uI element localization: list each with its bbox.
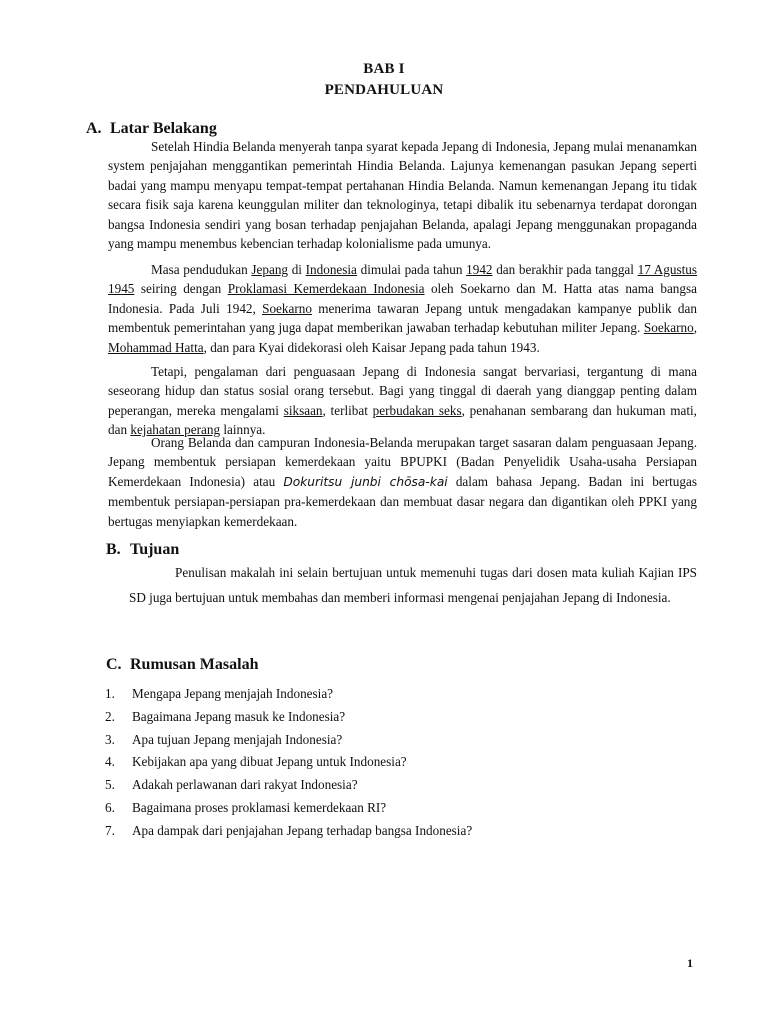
link-jepang[interactable]: Jepang [251, 262, 289, 277]
text: dimulai pada tahun [356, 262, 467, 277]
list-number: 3. [105, 731, 115, 747]
section-b-heading [106, 541, 179, 559]
list-number: 5. [105, 777, 115, 793]
section-a-paragraph-2 [108, 260, 697, 357]
link-mohammad-hatta[interactable]: Mohammad Hatta [108, 339, 204, 355]
link-perbudakan-seks[interactable]: perbudakan seks [372, 402, 462, 418]
section-c-heading [106, 656, 258, 674]
chapter-title: PENDAHULUAN [324, 82, 444, 98]
text: Masa pendudukan [151, 262, 252, 277]
link-siksaan[interactable]: siksaan [283, 402, 323, 418]
list-text: Adakah perlawanan dari rakyat Indonesia? [132, 777, 358, 793]
list-item [105, 729, 472, 752]
text: Tetapi, pengalaman dari penguasaan Jepang di Indonesia sangat bervariasi, tergantung di mana seseorang hidup dan status sosial orang tersebut. Bagi yang tinggal di daerah yang dianggap penting dalam peperangan, mereka mengalami [108, 364, 697, 418]
list-text: Apa dampak dari penjajahan Jepang terhadap bangsa Indonesia? [132, 822, 473, 838]
text: , penahanan sembarang dan hukuman mati, dan [108, 402, 697, 438]
list-number: 2. [105, 708, 115, 724]
section-a-title: Latar Belakang [110, 120, 217, 137]
list-number: 1. [105, 686, 115, 701]
section-a-paragraph-1: Setelah Hindia Belanda menyerah tanpa syarat kepada Jepang di Indonesia, Jepang mulai menanamkan system penjajahan menggantikan pemerintah Hindia Belanda. Lajunya kemenangan pasukan Jepang seperti badai yang mampu menyapu tempat-tempat pertahanan Hindia Belanda. Namun kemenangan Jepang itu tidak secara fisik saja karena keunggulan militer dan teknologinya, tetapi dibalik itu sebenarnya terdapat dorongan bangsa Indonesia sendiri yang bosan terhadap penjajahan Belanda, apalagi Jepang menggunakan propaganda yang mampu menembus kebencian terhadap kolonialisme pada umunya. [108, 139, 697, 252]
list-item [105, 683, 472, 706]
section-b-paragraph: Penulisan makalah ini selain bertujuan untuk memenuhi tugas dari dosen mata kuliah Kajian IPS SD juga bertujuan untuk membahas dan memberi informasi mengenai penjajahan Jepang di Indonesia. [129, 565, 697, 605]
section-b-letter: B. [106, 541, 121, 558]
list-number: 4. [105, 754, 115, 770]
link-1942[interactable]: 1942 [466, 262, 493, 277]
section-a-letter: A. [86, 120, 102, 137]
list-text: Kebijakan apa yang dibuat Jepang untuk Indonesia? [132, 754, 407, 770]
list-text: Bagaimana Jepang masuk ke Indonesia? [132, 708, 346, 724]
text: di [288, 262, 306, 277]
list-number: 6. [105, 799, 115, 815]
section-c-title: Rumusan Masalah [130, 656, 259, 673]
text: dan berakhir pada tanggal [492, 262, 638, 277]
link-soekarno[interactable]: Soekarno [262, 300, 312, 316]
section-a-paragraph-4 [108, 433, 697, 531]
section-b-title: Tujuan [130, 541, 180, 558]
text: , [693, 320, 697, 336]
text: , terlibat [322, 402, 373, 418]
list-item [105, 820, 472, 843]
text: oleh Soekarno dan M. Hatta atas nama bangsa Indonesia. Pada Juli 1942, [108, 281, 697, 316]
page-number: 1 [687, 956, 693, 970]
list-item [105, 706, 472, 729]
text: , dan para Kyai didekorasi oleh Kaisar Jepang pada tahun 1943. [203, 339, 540, 355]
japanese-term: Dokuritsu junbi chōsa-kai [283, 474, 448, 489]
section-c-letter: C. [106, 656, 122, 673]
link-17-agustus-1945[interactable]: 17 Agustus 1945 [108, 262, 697, 297]
section-a-heading [86, 120, 217, 138]
list-text: Mengapa Jepang menjajah Indonesia? [132, 686, 334, 701]
list-item [105, 797, 472, 820]
link-soekarno-2[interactable]: Soekarno [643, 320, 694, 336]
text: menerima tawaran Jepang untuk mengadakan kampanye publik dan membentuk pemerintahan yang juga dapat memberikan jawaban terhadap kebutuhan militer Jepang. [108, 300, 697, 336]
list-item [105, 751, 472, 774]
problem-list [105, 683, 472, 843]
text: lainnya. [220, 422, 266, 438]
section-a-paragraph-3 [108, 362, 697, 440]
text: dalam bahasa Jepang. Badan ini bertugas membentuk persiapan-persiapan pra-kemerdekaan dan membuat dasar negara dan digantikan oleh PPKI yang bertugas menyiapkan kemerdekaan. [108, 473, 697, 529]
link-indonesia[interactable]: Indonesia [305, 262, 357, 277]
text: Orang Belanda dan campuran Indonesia-Belanda merupakan target sasaran dalam penguasaan Jepang. Jepang membentuk persiapan kemerdekaan yaitu BPUPKI (Badan Penyelidik Usaha-usaha Persiapan Kemerdekaan Indonesia) atau [108, 435, 697, 489]
list-item [105, 774, 472, 797]
text: seiring dengan [134, 281, 228, 297]
list-text: Apa tujuan Jepang menjajah Indonesia? [132, 731, 343, 747]
list-text: Bagaimana proses proklamasi kemerdekaan RI? [132, 799, 387, 815]
link-proklamasi[interactable]: Proklamasi Kemerdekaan Indonesia [227, 281, 425, 297]
link-kejahatan-perang[interactable]: kejahatan perang [130, 422, 221, 438]
chapter-number: BAB I [363, 61, 405, 77]
list-number: 7. [105, 822, 115, 838]
